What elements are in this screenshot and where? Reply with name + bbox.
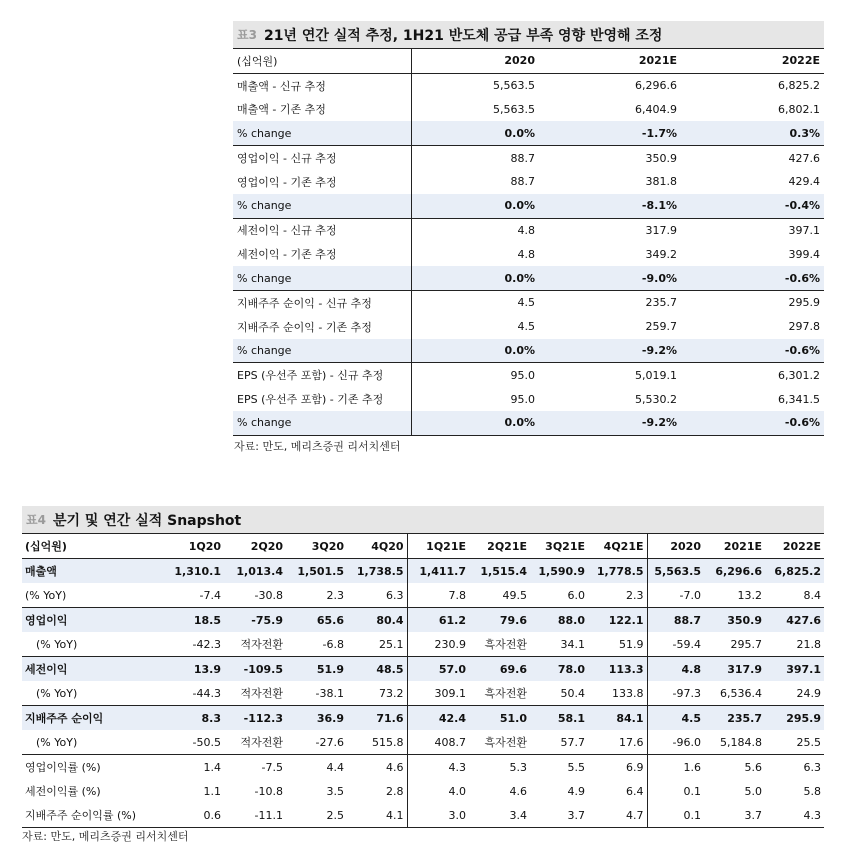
value-cell: 88.7 <box>510 151 535 165</box>
value-cell: 397.1 <box>765 657 824 682</box>
value-cell: 1,013.4 <box>224 559 286 584</box>
estimate-row <box>233 242 824 266</box>
estimate-row <box>233 98 824 122</box>
row-label: % change <box>233 266 411 290</box>
value-cell: 51.9 <box>286 657 347 682</box>
value-cell: 4.3 <box>765 803 824 828</box>
value-cell: -7.0 <box>679 588 701 602</box>
value-cell: 51.9 <box>588 632 647 657</box>
header-period-cell: 1Q21E <box>407 534 469 559</box>
table2-block <box>22 506 824 828</box>
value-cell: 1,310.1 <box>154 559 224 584</box>
value-cell: 427.6 <box>765 608 824 633</box>
value-cell: 4.8 <box>517 247 535 261</box>
value-cell: 3.0 <box>407 803 469 828</box>
value-cell: 122.1 <box>588 608 647 633</box>
value-cell: 34.1 <box>560 637 585 651</box>
table-row <box>22 559 824 584</box>
value-cell: 50.4 <box>560 686 585 700</box>
value-cell: 4.5 <box>517 320 535 334</box>
header-period-cell: 2020 <box>647 534 704 559</box>
value-cell: 49.5 <box>502 588 527 602</box>
value-cell: 65.6 <box>286 608 347 633</box>
row-label: 영업이익률 (%) <box>22 755 154 780</box>
header-period-cell: 2Q20 <box>224 534 286 559</box>
value-cell: 0.0% <box>411 411 539 435</box>
value-cell: 133.8 <box>588 681 647 706</box>
header-period-cell: 3Q20 <box>286 534 347 559</box>
value-cell: -0.4% <box>681 194 824 218</box>
value-cell: -96.0 <box>672 735 701 749</box>
value-cell: 0.6 <box>154 803 224 828</box>
value-cell: -44.3 <box>192 686 221 700</box>
table2 <box>22 533 824 828</box>
value-cell: 4.9 <box>567 784 585 798</box>
value-cell: 5.0 <box>744 784 762 798</box>
value-cell: 6,802.1 <box>778 102 820 116</box>
value-cell: 57.7 <box>560 735 585 749</box>
value-cell: 0.1 <box>683 784 701 798</box>
row-label: (% YoY) <box>36 735 78 749</box>
value-cell: -109.5 <box>224 657 286 682</box>
value-cell: 48.5 <box>347 657 407 682</box>
value-cell: 5,563.5 <box>493 79 535 93</box>
value-cell: 349.2 <box>645 247 677 261</box>
estimate-row <box>233 146 824 170</box>
value-cell: 4.6 <box>347 755 407 780</box>
value-cell: -7.4 <box>199 588 221 602</box>
estimate-row <box>233 73 824 97</box>
value-cell: 5,019.1 <box>635 368 677 382</box>
value-cell: 235.7 <box>645 296 677 310</box>
value-cell: 4.1 <box>347 803 407 828</box>
value-cell: 73.2 <box>347 681 407 706</box>
value-cell: 88.0 <box>530 608 588 633</box>
row-label: 매출액 - 신규 추정 <box>233 73 411 97</box>
value-cell: 2.5 <box>286 803 347 828</box>
pct-change-row <box>233 411 824 435</box>
value-cell: 2.3 <box>326 588 344 602</box>
value-cell: 230.9 <box>434 637 466 651</box>
value-cell: 429.4 <box>788 175 820 189</box>
value-cell: -0.6% <box>681 339 824 363</box>
value-cell: 6,296.6 <box>704 559 765 584</box>
value-cell: 5.8 <box>803 784 821 798</box>
value-cell: 259.7 <box>645 320 677 334</box>
value-cell: 8.4 <box>803 588 821 602</box>
value-cell: 0.0% <box>411 266 539 290</box>
value-cell: 흑자전환 <box>484 638 527 651</box>
value-cell: 4.3 <box>407 755 469 780</box>
value-cell: 6,825.2 <box>765 559 824 584</box>
row-label: 영업이익 - 신규 추정 <box>233 146 411 170</box>
value-cell: 4.6 <box>509 784 527 798</box>
value-cell: 1,738.5 <box>347 559 407 584</box>
value-cell: 1,411.7 <box>407 559 469 584</box>
value-cell: 5,563.5 <box>647 559 704 584</box>
value-cell: 80.4 <box>347 608 407 633</box>
value-cell: -75.9 <box>224 608 286 633</box>
pct-change-row <box>233 339 824 363</box>
value-cell: 4.7 <box>588 803 647 828</box>
value-cell: -0.6% <box>681 266 824 290</box>
value-cell: 6,825.2 <box>778 79 820 93</box>
value-cell: 8.3 <box>154 706 224 731</box>
table2-title-bar <box>22 506 824 533</box>
value-cell: 295.9 <box>788 296 820 310</box>
header-period-cell: 2021E <box>704 534 765 559</box>
value-cell: 1.4 <box>154 755 224 780</box>
header-period-cell: 2022E <box>765 534 824 559</box>
row-label: 세전이익 - 신규 추정 <box>233 218 411 242</box>
value-cell: 0.0% <box>411 194 539 218</box>
value-cell: 95.0 <box>510 368 535 382</box>
value-cell: 297.8 <box>788 320 820 334</box>
value-cell: 13.9 <box>154 657 224 682</box>
value-cell: 3.5 <box>326 784 344 798</box>
header-unit-cell: (십억원) <box>233 49 411 74</box>
value-cell: 71.6 <box>347 706 407 731</box>
value-cell: 5.6 <box>704 755 765 780</box>
table1-title-bar <box>233 21 824 48</box>
value-cell: 4.4 <box>286 755 347 780</box>
value-cell: 84.1 <box>588 706 647 731</box>
value-cell: 2.3 <box>588 583 647 608</box>
header-unit-cell: (십억원) <box>22 534 154 559</box>
value-cell: 350.9 <box>704 608 765 633</box>
value-cell: 17.6 <box>588 730 647 755</box>
header-period-cell: 1Q20 <box>154 534 224 559</box>
value-cell: 235.7 <box>704 706 765 731</box>
value-cell: 13.2 <box>737 588 762 602</box>
value-cell: 3.7 <box>704 803 765 828</box>
value-cell: -7.5 <box>224 755 286 780</box>
row-label: 영업이익 <box>22 608 154 633</box>
value-cell: 24.9 <box>796 686 821 700</box>
estimate-row <box>233 315 824 339</box>
value-cell: 4.5 <box>647 706 704 731</box>
value-cell: 7.8 <box>448 588 466 602</box>
header-year-cell: 2020 <box>411 49 539 74</box>
table2-title: 분기 및 연간 실적 Snapshot <box>52 512 242 529</box>
row-label: % change <box>233 411 411 435</box>
header-year-cell: 2021E <box>539 49 681 74</box>
value-cell: 381.8 <box>645 175 677 189</box>
table1 <box>233 48 824 436</box>
value-cell: 6.0 <box>567 588 585 602</box>
header-period-cell: 4Q20 <box>347 534 407 559</box>
table-row <box>22 583 824 608</box>
value-cell: 흑자전환 <box>484 687 527 700</box>
table2-header-row <box>22 534 824 559</box>
header-period-cell: 4Q21E <box>588 534 647 559</box>
table-row <box>22 779 824 803</box>
value-cell: 적자전환 <box>240 638 283 651</box>
value-cell: 1.1 <box>203 784 221 798</box>
value-cell: 36.9 <box>286 706 347 731</box>
value-cell: 78.0 <box>530 657 588 682</box>
value-cell: -11.1 <box>224 803 286 828</box>
pct-change-row <box>233 266 824 290</box>
value-cell: 42.4 <box>407 706 469 731</box>
value-cell: 흑자전환 <box>484 736 527 749</box>
value-cell: -112.3 <box>224 706 286 731</box>
value-cell: 5,563.5 <box>493 102 535 116</box>
value-cell: 1,501.5 <box>286 559 347 584</box>
row-label: % change <box>233 194 411 218</box>
row-label: % change <box>233 339 411 363</box>
value-cell: 5,184.8 <box>720 735 762 749</box>
value-cell: 0.0% <box>411 121 539 145</box>
estimate-row <box>233 290 824 314</box>
value-cell: 515.8 <box>347 730 407 755</box>
pct-change-row <box>233 121 824 145</box>
value-cell: 57.0 <box>407 657 469 682</box>
row-label: 지배주주 순이익률 (%) <box>22 803 154 828</box>
table-row <box>22 803 824 828</box>
header-period-cell: 2Q21E <box>469 534 530 559</box>
value-cell: -8.1% <box>539 194 681 218</box>
value-cell: 6,301.2 <box>778 368 820 382</box>
value-cell: 2.8 <box>347 779 407 803</box>
value-cell: 5.5 <box>530 755 588 780</box>
value-cell: 88.7 <box>510 175 535 189</box>
estimate-row <box>233 218 824 242</box>
value-cell: 397.1 <box>788 223 820 237</box>
value-cell: 88.7 <box>647 608 704 633</box>
table2-tag: 표4 <box>26 513 46 527</box>
value-cell: 6.9 <box>588 755 647 780</box>
value-cell: 6.3 <box>765 755 824 780</box>
header-period-cell: 3Q21E <box>530 534 588 559</box>
row-label: EPS (우선주 포함) - 기존 추정 <box>233 387 411 411</box>
table-row <box>22 706 824 731</box>
table-row <box>22 730 824 755</box>
value-cell: 1,778.5 <box>588 559 647 584</box>
row-label: 지배주주 순이익 <box>22 706 154 731</box>
value-cell: 1,590.9 <box>530 559 588 584</box>
value-cell: 6.4 <box>588 779 647 803</box>
table1-block <box>233 21 824 436</box>
row-label: 영업이익 - 기존 추정 <box>233 170 411 194</box>
row-label: 매출액 <box>22 559 154 584</box>
row-label: 세전이익 - 기존 추정 <box>233 242 411 266</box>
value-cell: 5.3 <box>469 755 530 780</box>
value-cell: 3.4 <box>469 803 530 828</box>
table-row <box>22 755 824 780</box>
value-cell: 113.3 <box>588 657 647 682</box>
value-cell: 309.1 <box>434 686 466 700</box>
value-cell: 4.5 <box>517 296 535 310</box>
value-cell: 6,536.4 <box>720 686 762 700</box>
value-cell: 295.7 <box>730 637 762 651</box>
value-cell: 317.9 <box>645 223 677 237</box>
value-cell: 350.9 <box>645 151 677 165</box>
value-cell: 58.1 <box>530 706 588 731</box>
value-cell: 25.5 <box>796 735 821 749</box>
table1-header-row <box>233 49 824 74</box>
value-cell: 21.8 <box>796 637 821 651</box>
value-cell: 408.7 <box>434 735 466 749</box>
value-cell: -27.6 <box>315 735 344 749</box>
value-cell: -1.7% <box>539 121 681 145</box>
row-label: 세전이익 <box>22 657 154 682</box>
row-label: 지배주주 순이익 - 기존 추정 <box>233 315 411 339</box>
value-cell: 1,515.4 <box>469 559 530 584</box>
value-cell: -9.2% <box>539 339 681 363</box>
value-cell: 51.0 <box>469 706 530 731</box>
value-cell: -30.8 <box>254 588 283 602</box>
value-cell: -9.2% <box>539 411 681 435</box>
table-row <box>22 608 824 633</box>
table-row <box>22 632 824 657</box>
row-label: (% YoY) <box>36 637 78 651</box>
value-cell: 적자전환 <box>240 736 283 749</box>
estimate-row <box>233 363 824 387</box>
value-cell: 0.1 <box>647 803 704 828</box>
value-cell: -38.1 <box>315 686 344 700</box>
value-cell: 4.8 <box>647 657 704 682</box>
value-cell: 5,530.2 <box>635 392 677 406</box>
value-cell: -97.3 <box>672 686 701 700</box>
value-cell: 0.0% <box>411 339 539 363</box>
table-row <box>22 657 824 682</box>
value-cell: 317.9 <box>704 657 765 682</box>
pct-change-row <box>233 194 824 218</box>
value-cell: 69.6 <box>469 657 530 682</box>
table1-tag: 표3 <box>237 28 257 42</box>
value-cell: -50.5 <box>192 735 221 749</box>
value-cell: -0.6% <box>681 411 824 435</box>
value-cell: 61.2 <box>407 608 469 633</box>
value-cell: 79.6 <box>469 608 530 633</box>
value-cell: 4.0 <box>448 784 466 798</box>
value-cell: 1.6 <box>647 755 704 780</box>
value-cell: 18.5 <box>154 608 224 633</box>
row-label: (% YoY) <box>25 588 67 602</box>
value-cell: 6,404.9 <box>635 102 677 116</box>
value-cell: 0.3% <box>681 121 824 145</box>
value-cell: 399.4 <box>788 247 820 261</box>
row-label: 지배주주 순이익 - 신규 추정 <box>233 290 411 314</box>
estimate-row <box>233 387 824 411</box>
table1-source: 자료: 만도, 메리츠증권 리서치센터 <box>234 440 401 453</box>
header-year-cell: 2022E <box>681 49 824 74</box>
value-cell: 적자전환 <box>240 687 283 700</box>
row-label: 매출액 - 기존 추정 <box>233 98 411 122</box>
estimate-row <box>233 170 824 194</box>
value-cell: 427.6 <box>788 151 820 165</box>
value-cell: -10.8 <box>254 784 283 798</box>
row-label: (% YoY) <box>36 686 78 700</box>
value-cell: -59.4 <box>672 637 701 651</box>
value-cell: -6.8 <box>322 637 344 651</box>
value-cell: 6,341.5 <box>778 392 820 406</box>
row-label: 세전이익률 (%) <box>25 785 101 798</box>
value-cell: 4.8 <box>517 223 535 237</box>
table1-title: 21년 연간 실적 추정, 1H21 반도체 공급 부족 영향 반영해 조정 <box>263 27 663 44</box>
value-cell: -9.0% <box>539 266 681 290</box>
table2-source: 자료: 만도, 메리츠증권 리서치센터 <box>22 830 189 843</box>
table-row <box>22 681 824 706</box>
value-cell: 25.1 <box>347 632 407 657</box>
value-cell: 95.0 <box>510 392 535 406</box>
value-cell: 3.7 <box>530 803 588 828</box>
value-cell: -42.3 <box>192 637 221 651</box>
value-cell: 6.3 <box>347 583 407 608</box>
value-cell: 6,296.6 <box>635 79 677 93</box>
row-label: % change <box>233 121 411 145</box>
value-cell: 295.9 <box>765 706 824 731</box>
row-label: EPS (우선주 포함) - 신규 추정 <box>233 363 411 387</box>
